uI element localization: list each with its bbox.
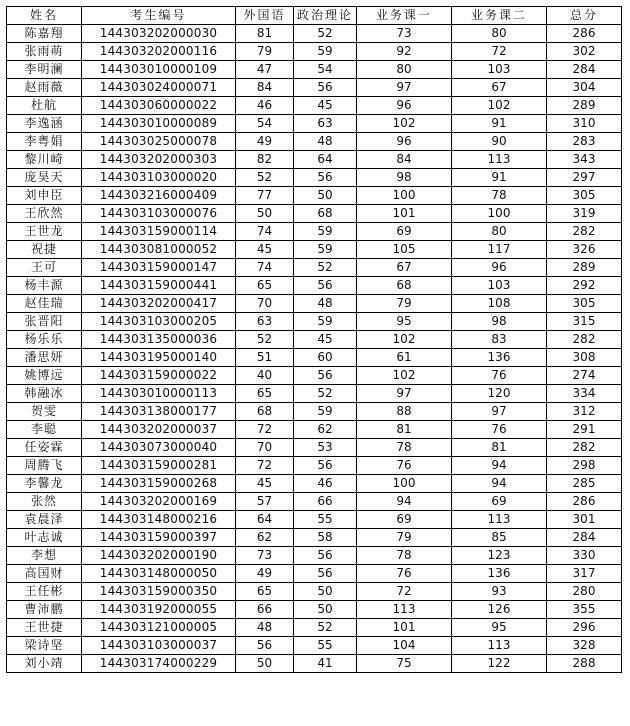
total-score-cell: 289 — [547, 259, 622, 277]
subject-one-cell: 78 — [357, 439, 452, 457]
table-row — [7, 547, 622, 565]
political-theory-cell: 46 — [294, 475, 357, 493]
header-subject-one: 业务课一 — [357, 7, 452, 25]
candidate-id-cell: 144303135000036 — [82, 331, 236, 349]
name-cell: 王世龙 — [7, 223, 82, 241]
political-theory-cell: 45 — [294, 331, 357, 349]
subject-one-cell: 75 — [357, 655, 452, 673]
candidate-id-cell: 144303159000281 — [82, 457, 236, 475]
subject-two-cell: 90 — [452, 133, 547, 151]
total-score-cell: 355 — [547, 601, 622, 619]
candidate-id-cell: 144303216000409 — [82, 187, 236, 205]
name-cell: 曹沛鹏 — [7, 601, 82, 619]
subject-one-cell: 81 — [357, 421, 452, 439]
name-cell: 袁晨泽 — [7, 511, 82, 529]
subject-two-cell: 67 — [452, 79, 547, 97]
name-cell: 杜航 — [7, 97, 82, 115]
political-theory-cell: 59 — [294, 241, 357, 259]
foreign-language-cell: 65 — [236, 385, 294, 403]
table-row — [7, 601, 622, 619]
name-cell: 王可 — [7, 259, 82, 277]
subject-two-cell: 76 — [452, 367, 547, 385]
table-row — [7, 655, 622, 673]
table-row — [7, 475, 622, 493]
subject-two-cell: 80 — [452, 223, 547, 241]
subject-one-cell: 101 — [357, 619, 452, 637]
candidate-id-cell: 144303159000268 — [82, 475, 236, 493]
candidate-id-cell: 144303024000071 — [82, 79, 236, 97]
table-row — [7, 115, 622, 133]
subject-one-cell: 113 — [357, 601, 452, 619]
table-row — [7, 259, 622, 277]
subject-two-cell: 103 — [452, 61, 547, 79]
subject-one-cell: 84 — [357, 151, 452, 169]
political-theory-cell: 48 — [294, 133, 357, 151]
foreign-language-cell: 73 — [236, 547, 294, 565]
total-score-cell: 289 — [547, 97, 622, 115]
table-row — [7, 529, 622, 547]
candidate-id-cell: 144303025000078 — [82, 133, 236, 151]
foreign-language-cell: 57 — [236, 493, 294, 511]
table-row — [7, 79, 622, 97]
subject-two-cell: 91 — [452, 115, 547, 133]
total-score-cell: 310 — [547, 115, 622, 133]
header-name: 姓名 — [7, 7, 82, 25]
total-score-cell: 328 — [547, 637, 622, 655]
name-cell: 王任彬 — [7, 583, 82, 601]
name-cell: 李聪 — [7, 421, 82, 439]
foreign-language-cell: 81 — [236, 25, 294, 43]
table-row — [7, 619, 622, 637]
subject-two-cell: 91 — [452, 169, 547, 187]
total-score-cell: 284 — [547, 529, 622, 547]
candidate-id-cell: 144303192000055 — [82, 601, 236, 619]
name-cell: 刘申臣 — [7, 187, 82, 205]
candidate-id-cell: 144303159000114 — [82, 223, 236, 241]
total-score-cell: 282 — [547, 223, 622, 241]
political-theory-cell: 56 — [294, 565, 357, 583]
subject-one-cell: 102 — [357, 367, 452, 385]
total-score-cell: 285 — [547, 475, 622, 493]
name-cell: 祝捷 — [7, 241, 82, 259]
total-score-cell: 315 — [547, 313, 622, 331]
political-theory-cell: 59 — [294, 43, 357, 61]
name-cell: 张然 — [7, 493, 82, 511]
candidate-id-cell: 144303138000177 — [82, 403, 236, 421]
name-cell: 王欣然 — [7, 205, 82, 223]
total-score-cell: 326 — [547, 241, 622, 259]
political-theory-cell: 53 — [294, 439, 357, 457]
foreign-language-cell: 79 — [236, 43, 294, 61]
subject-one-cell: 100 — [357, 187, 452, 205]
candidate-id-cell: 144303159000441 — [82, 277, 236, 295]
total-score-cell: 282 — [547, 439, 622, 457]
foreign-language-cell: 82 — [236, 151, 294, 169]
candidate-id-cell: 144303121000005 — [82, 619, 236, 637]
foreign-language-cell: 49 — [236, 565, 294, 583]
subject-two-cell: 95 — [452, 619, 547, 637]
table-row — [7, 43, 622, 61]
subject-two-cell: 102 — [452, 97, 547, 115]
subject-one-cell: 67 — [357, 259, 452, 277]
candidate-id-cell: 144303202000169 — [82, 493, 236, 511]
name-cell: 贺雯 — [7, 403, 82, 421]
subject-two-cell: 97 — [452, 403, 547, 421]
candidate-id-cell: 144303081000052 — [82, 241, 236, 259]
subject-two-cell: 120 — [452, 385, 547, 403]
table-row — [7, 313, 622, 331]
political-theory-cell: 52 — [294, 259, 357, 277]
political-theory-cell: 56 — [294, 277, 357, 295]
foreign-language-cell: 40 — [236, 367, 294, 385]
total-score-cell: 292 — [547, 277, 622, 295]
total-score-cell: 343 — [547, 151, 622, 169]
header-total-score: 总分 — [547, 7, 622, 25]
candidate-id-cell: 144303103000076 — [82, 205, 236, 223]
political-theory-cell: 52 — [294, 385, 357, 403]
total-score-cell: 317 — [547, 565, 622, 583]
candidate-id-cell: 144303195000140 — [82, 349, 236, 367]
table-row — [7, 637, 622, 655]
table-row — [7, 583, 622, 601]
political-theory-cell: 56 — [294, 367, 357, 385]
subject-two-cell: 76 — [452, 421, 547, 439]
header-foreign-language: 外国语 — [236, 7, 294, 25]
foreign-language-cell: 46 — [236, 97, 294, 115]
table-row — [7, 511, 622, 529]
political-theory-cell: 52 — [294, 619, 357, 637]
political-theory-cell: 45 — [294, 97, 357, 115]
subject-one-cell: 95 — [357, 313, 452, 331]
subject-two-cell: 94 — [452, 475, 547, 493]
subject-two-cell: 72 — [452, 43, 547, 61]
total-score-cell: 282 — [547, 331, 622, 349]
candidate-id-cell: 144303103000205 — [82, 313, 236, 331]
subject-two-cell: 113 — [452, 637, 547, 655]
foreign-language-cell: 52 — [236, 169, 294, 187]
foreign-language-cell: 56 — [236, 637, 294, 655]
subject-one-cell: 100 — [357, 475, 452, 493]
table-row — [7, 223, 622, 241]
total-score-cell: 304 — [547, 79, 622, 97]
score-table — [6, 6, 622, 673]
name-cell: 王世捷 — [7, 619, 82, 637]
name-cell: 任姿霖 — [7, 439, 82, 457]
foreign-language-cell: 45 — [236, 241, 294, 259]
table-body — [7, 25, 622, 673]
political-theory-cell: 48 — [294, 295, 357, 313]
foreign-language-cell: 72 — [236, 457, 294, 475]
foreign-language-cell: 66 — [236, 601, 294, 619]
total-score-cell: 302 — [547, 43, 622, 61]
name-cell: 刘小靖 — [7, 655, 82, 673]
name-cell: 张雨萌 — [7, 43, 82, 61]
subject-two-cell: 113 — [452, 151, 547, 169]
foreign-language-cell: 49 — [236, 133, 294, 151]
subject-one-cell: 97 — [357, 385, 452, 403]
foreign-language-cell: 54 — [236, 115, 294, 133]
header-row — [7, 7, 622, 25]
political-theory-cell: 55 — [294, 637, 357, 655]
subject-two-cell: 136 — [452, 349, 547, 367]
total-score-cell: 298 — [547, 457, 622, 475]
foreign-language-cell: 50 — [236, 205, 294, 223]
political-theory-cell: 54 — [294, 61, 357, 79]
subject-two-cell: 108 — [452, 295, 547, 313]
name-cell: 韩融冰 — [7, 385, 82, 403]
name-cell: 梁诗坚 — [7, 637, 82, 655]
candidate-id-cell: 144303148000216 — [82, 511, 236, 529]
subject-two-cell: 103 — [452, 277, 547, 295]
political-theory-cell: 56 — [294, 79, 357, 97]
subject-one-cell: 69 — [357, 511, 452, 529]
political-theory-cell: 50 — [294, 601, 357, 619]
political-theory-cell: 62 — [294, 421, 357, 439]
table-row — [7, 349, 622, 367]
candidate-id-cell: 144303202000037 — [82, 421, 236, 439]
foreign-language-cell: 77 — [236, 187, 294, 205]
foreign-language-cell: 72 — [236, 421, 294, 439]
total-score-cell: 291 — [547, 421, 622, 439]
name-cell: 姚博远 — [7, 367, 82, 385]
table-row — [7, 133, 622, 151]
name-cell: 杨乐乐 — [7, 331, 82, 349]
total-score-cell: 274 — [547, 367, 622, 385]
candidate-id-cell: 144303159000147 — [82, 259, 236, 277]
name-cell: 赵雨薇 — [7, 79, 82, 97]
table-row — [7, 205, 622, 223]
total-score-cell: 308 — [547, 349, 622, 367]
candidate-id-cell: 144303073000040 — [82, 439, 236, 457]
foreign-language-cell: 52 — [236, 331, 294, 349]
political-theory-cell: 56 — [294, 169, 357, 187]
subject-one-cell: 76 — [357, 565, 452, 583]
subject-one-cell: 69 — [357, 223, 452, 241]
header-subject-two: 业务课二 — [452, 7, 547, 25]
subject-two-cell: 126 — [452, 601, 547, 619]
total-score-cell: 330 — [547, 547, 622, 565]
total-score-cell: 305 — [547, 187, 622, 205]
table-row — [7, 169, 622, 187]
political-theory-cell: 59 — [294, 313, 357, 331]
table-row — [7, 25, 622, 43]
subject-two-cell: 123 — [452, 547, 547, 565]
subject-one-cell: 105 — [357, 241, 452, 259]
candidate-id-cell: 144303148000050 — [82, 565, 236, 583]
name-cell: 陈嘉翔 — [7, 25, 82, 43]
total-score-cell: 305 — [547, 295, 622, 313]
subject-two-cell: 83 — [452, 331, 547, 349]
total-score-cell: 288 — [547, 655, 622, 673]
name-cell: 周腾飞 — [7, 457, 82, 475]
table-row — [7, 493, 622, 511]
subject-two-cell: 94 — [452, 457, 547, 475]
political-theory-cell: 41 — [294, 655, 357, 673]
name-cell: 张晋阳 — [7, 313, 82, 331]
table-row — [7, 421, 622, 439]
subject-one-cell: 97 — [357, 79, 452, 97]
subject-one-cell: 101 — [357, 205, 452, 223]
table-row — [7, 403, 622, 421]
total-score-cell: 286 — [547, 493, 622, 511]
subject-two-cell: 122 — [452, 655, 547, 673]
subject-two-cell: 81 — [452, 439, 547, 457]
name-cell: 潘思妍 — [7, 349, 82, 367]
subject-one-cell: 78 — [357, 547, 452, 565]
subject-two-cell: 69 — [452, 493, 547, 511]
subject-one-cell: 96 — [357, 97, 452, 115]
political-theory-cell: 64 — [294, 151, 357, 169]
foreign-language-cell: 70 — [236, 439, 294, 457]
total-score-cell: 280 — [547, 583, 622, 601]
foreign-language-cell: 70 — [236, 295, 294, 313]
candidate-id-cell: 144303010000113 — [82, 385, 236, 403]
total-score-cell: 297 — [547, 169, 622, 187]
subject-one-cell: 98 — [357, 169, 452, 187]
foreign-language-cell: 51 — [236, 349, 294, 367]
foreign-language-cell: 48 — [236, 619, 294, 637]
political-theory-cell: 59 — [294, 223, 357, 241]
name-cell: 赵佳瑞 — [7, 295, 82, 313]
subject-two-cell: 85 — [452, 529, 547, 547]
subject-one-cell: 72 — [357, 583, 452, 601]
table-row — [7, 61, 622, 79]
foreign-language-cell: 45 — [236, 475, 294, 493]
name-cell: 庞昊天 — [7, 169, 82, 187]
subject-one-cell: 79 — [357, 295, 452, 313]
political-theory-cell: 66 — [294, 493, 357, 511]
candidate-id-cell: 144303010000109 — [82, 61, 236, 79]
candidate-id-cell: 144303202000116 — [82, 43, 236, 61]
foreign-language-cell: 62 — [236, 529, 294, 547]
political-theory-cell: 68 — [294, 205, 357, 223]
table-row — [7, 439, 622, 457]
candidate-id-cell: 144303010000089 — [82, 115, 236, 133]
table-row — [7, 97, 622, 115]
total-score-cell: 301 — [547, 511, 622, 529]
foreign-language-cell: 74 — [236, 223, 294, 241]
political-theory-cell: 58 — [294, 529, 357, 547]
political-theory-cell: 56 — [294, 457, 357, 475]
name-cell: 李馨龙 — [7, 475, 82, 493]
table-row — [7, 331, 622, 349]
name-cell: 李粤娟 — [7, 133, 82, 151]
foreign-language-cell: 68 — [236, 403, 294, 421]
candidate-id-cell: 144303103000020 — [82, 169, 236, 187]
subject-two-cell: 136 — [452, 565, 547, 583]
foreign-language-cell: 84 — [236, 79, 294, 97]
total-score-cell: 286 — [547, 25, 622, 43]
total-score-cell: 283 — [547, 133, 622, 151]
candidate-id-cell: 144303202000417 — [82, 295, 236, 313]
subject-one-cell: 80 — [357, 61, 452, 79]
total-score-cell: 296 — [547, 619, 622, 637]
foreign-language-cell: 63 — [236, 313, 294, 331]
subject-one-cell: 73 — [357, 25, 452, 43]
subject-one-cell: 88 — [357, 403, 452, 421]
candidate-id-cell: 144303159000397 — [82, 529, 236, 547]
subject-two-cell: 113 — [452, 511, 547, 529]
name-cell: 李逸涵 — [7, 115, 82, 133]
foreign-language-cell: 50 — [236, 655, 294, 673]
candidate-id-cell: 144303202000030 — [82, 25, 236, 43]
political-theory-cell: 52 — [294, 25, 357, 43]
subject-two-cell: 98 — [452, 313, 547, 331]
foreign-language-cell: 64 — [236, 511, 294, 529]
subject-one-cell: 76 — [357, 457, 452, 475]
subject-two-cell: 78 — [452, 187, 547, 205]
foreign-language-cell: 74 — [236, 259, 294, 277]
candidate-id-cell: 144303103000037 — [82, 637, 236, 655]
header-political-theory: 政治理论 — [294, 7, 357, 25]
foreign-language-cell: 65 — [236, 583, 294, 601]
table-row — [7, 187, 622, 205]
subject-one-cell: 68 — [357, 277, 452, 295]
candidate-id-cell: 144303159000350 — [82, 583, 236, 601]
subject-one-cell: 102 — [357, 115, 452, 133]
total-score-cell: 319 — [547, 205, 622, 223]
subject-one-cell: 79 — [357, 529, 452, 547]
name-cell: 黎川崎 — [7, 151, 82, 169]
subject-two-cell: 80 — [452, 25, 547, 43]
subject-one-cell: 92 — [357, 43, 452, 61]
political-theory-cell: 59 — [294, 403, 357, 421]
header-candidate-id: 考生编号 — [82, 7, 236, 25]
total-score-cell: 312 — [547, 403, 622, 421]
subject-one-cell: 104 — [357, 637, 452, 655]
political-theory-cell: 50 — [294, 583, 357, 601]
candidate-id-cell: 144303060000022 — [82, 97, 236, 115]
foreign-language-cell: 65 — [236, 277, 294, 295]
name-cell: 叶志诚 — [7, 529, 82, 547]
subject-two-cell: 117 — [452, 241, 547, 259]
political-theory-cell: 50 — [294, 187, 357, 205]
candidate-id-cell: 144303174000229 — [82, 655, 236, 673]
table-row — [7, 565, 622, 583]
candidate-id-cell: 144303159000022 — [82, 367, 236, 385]
subject-one-cell: 94 — [357, 493, 452, 511]
table-row — [7, 385, 622, 403]
subject-two-cell: 96 — [452, 259, 547, 277]
political-theory-cell: 63 — [294, 115, 357, 133]
table-row — [7, 295, 622, 313]
subject-one-cell: 96 — [357, 133, 452, 151]
total-score-cell: 334 — [547, 385, 622, 403]
table-row — [7, 151, 622, 169]
name-cell: 李想 — [7, 547, 82, 565]
subject-two-cell: 100 — [452, 205, 547, 223]
political-theory-cell: 56 — [294, 547, 357, 565]
subject-one-cell: 102 — [357, 331, 452, 349]
political-theory-cell: 55 — [294, 511, 357, 529]
candidate-id-cell: 144303202000303 — [82, 151, 236, 169]
subject-two-cell: 93 — [452, 583, 547, 601]
table-row — [7, 367, 622, 385]
subject-one-cell: 61 — [357, 349, 452, 367]
table-row — [7, 277, 622, 295]
table-row — [7, 457, 622, 475]
name-cell: 杨丰源 — [7, 277, 82, 295]
table-row — [7, 241, 622, 259]
name-cell: 高国财 — [7, 565, 82, 583]
political-theory-cell: 60 — [294, 349, 357, 367]
candidate-id-cell: 144303202000190 — [82, 547, 236, 565]
total-score-cell: 284 — [547, 61, 622, 79]
name-cell: 李明澜 — [7, 61, 82, 79]
foreign-language-cell: 47 — [236, 61, 294, 79]
